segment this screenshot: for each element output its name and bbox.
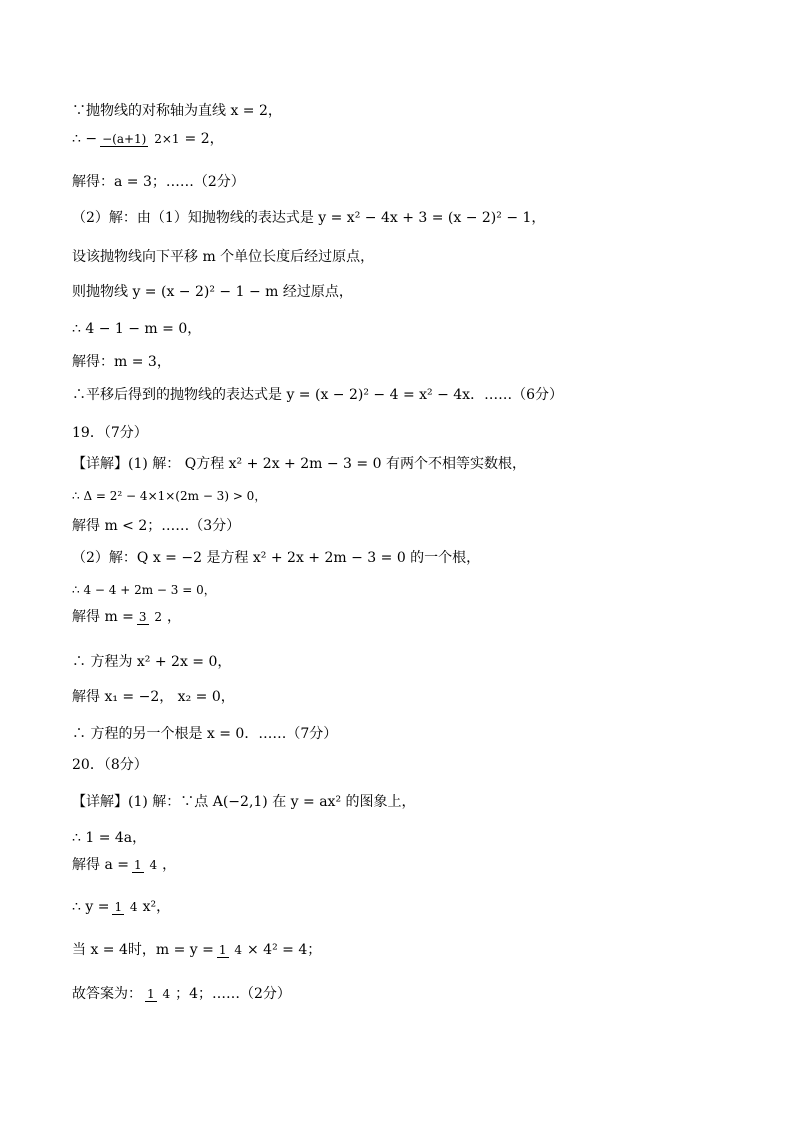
fraction [100, 132, 181, 147]
line-1-equals-4a [72, 829, 146, 847]
line-result-expression [72, 386, 563, 404]
fraction [132, 858, 159, 873]
text: 解得：m = 3， [72, 354, 171, 370]
text: ∴ 方程为 x² + 2x = 0， [72, 654, 232, 670]
line-solve-a [72, 173, 245, 191]
numerator: 1 [147, 986, 155, 1001]
text: x²， [142, 899, 171, 915]
line-evaluate-at-4 [72, 941, 321, 959]
text: = 2， [184, 131, 224, 147]
text: ， [167, 609, 182, 625]
line-shift-assumption [72, 248, 374, 266]
text: ∴ 方程的另一个根是 x = 0．……（7分） [72, 726, 338, 742]
fraction [137, 610, 164, 625]
fraction [145, 987, 172, 1002]
text: ， [162, 857, 177, 873]
text: 解得 a = [72, 857, 129, 873]
text: ∴ 1 = 4a， [72, 830, 147, 846]
line-q19-part1 [72, 455, 526, 473]
line-solve-a-value [72, 856, 176, 874]
numerator: 3 [138, 609, 147, 624]
line-roots [72, 688, 235, 706]
text: 解得：a = 3；……（2分） [72, 174, 245, 190]
line-q19-part2 [72, 549, 480, 567]
question-20-heading [72, 756, 148, 774]
line-other-root [72, 725, 337, 743]
text: 则抛物线 y = (x − 2)² − 1 − m 经过原点， [72, 284, 353, 300]
numerator: 1 [133, 857, 142, 872]
text: 解得 m < 2；……（3分） [72, 518, 241, 534]
text: 当 x = 4时，m = y = [72, 942, 214, 958]
line-part2-expression [72, 209, 545, 227]
text: ∴平移后得到的抛物线的表达式是 y = (x − 2)² − 4 = x² − 4x．……（6分） [72, 387, 563, 403]
line-substitute-root [72, 581, 216, 599]
text: ；4；……（2分） [175, 986, 291, 1002]
denominator: 2×1 [154, 131, 180, 146]
text: ∴ 4 − 4 + 2m − 3 = 0， [72, 583, 216, 597]
line-solve-m-value [72, 608, 181, 626]
line-solve-m [72, 353, 171, 371]
line-solve-m-range [72, 517, 240, 535]
numerator: −(a+1) [102, 131, 147, 146]
denominator: 4 [149, 857, 158, 872]
line-discriminant [72, 487, 266, 505]
line-fraction-equation [72, 130, 224, 148]
text: ∴ 4 − 1 − m = 0， [72, 321, 202, 337]
text: 20．（8分） [72, 757, 148, 773]
numerator: 1 [114, 899, 123, 914]
line-equation [72, 653, 231, 671]
line-shifted-parabola [72, 283, 353, 301]
text: （2）解：由（1）知抛物线的表达式是 y = x² − 4x + 3 = (x − 2)² − 1， [72, 210, 546, 226]
denominator: 4 [129, 899, 138, 914]
text: 【详解】(1) 解： Q方程 x² + 2x + 2m − 3 = 0 有两个不相等实数根， [72, 456, 526, 472]
numerator: 1 [218, 942, 227, 957]
line-origin-condition [72, 320, 201, 338]
text: 解得 x₁ = −2， x₂ = 0， [72, 689, 235, 705]
line-axis-of-symmetry [72, 102, 282, 120]
line-answer [72, 985, 291, 1003]
line-y-function [72, 898, 170, 916]
text: 19．（7分） [72, 425, 148, 441]
denominator: 4 [162, 986, 171, 1001]
fraction [217, 943, 244, 958]
text: 解得 m = [72, 609, 134, 625]
text: ∴ y = [72, 899, 110, 915]
text: 设该抛物线向下平移 m 个单位长度后经过原点， [72, 249, 375, 265]
text: × 4² = 4； [247, 942, 322, 958]
denominator: 4 [234, 942, 242, 957]
line-q20-part1 [72, 793, 416, 811]
question-19-heading [72, 424, 148, 442]
text: 故答案为： [72, 986, 142, 1002]
text: ∴ Δ = 2² − 4×1×(2m − 3) > 0， [72, 489, 267, 503]
text: （2）解：Q x = −2 是方程 x² + 2x + 2m − 3 = 0 的一个根， [72, 550, 481, 566]
fraction [112, 900, 139, 915]
text: ∵抛物线的对称轴为直线 x = 2， [72, 103, 282, 119]
text: 【详解】(1) 解：∵点 A(−2,1) 在 y = ax² 的图象上， [72, 794, 416, 810]
denominator: 2 [154, 609, 163, 624]
text: ∴ − [72, 131, 98, 147]
